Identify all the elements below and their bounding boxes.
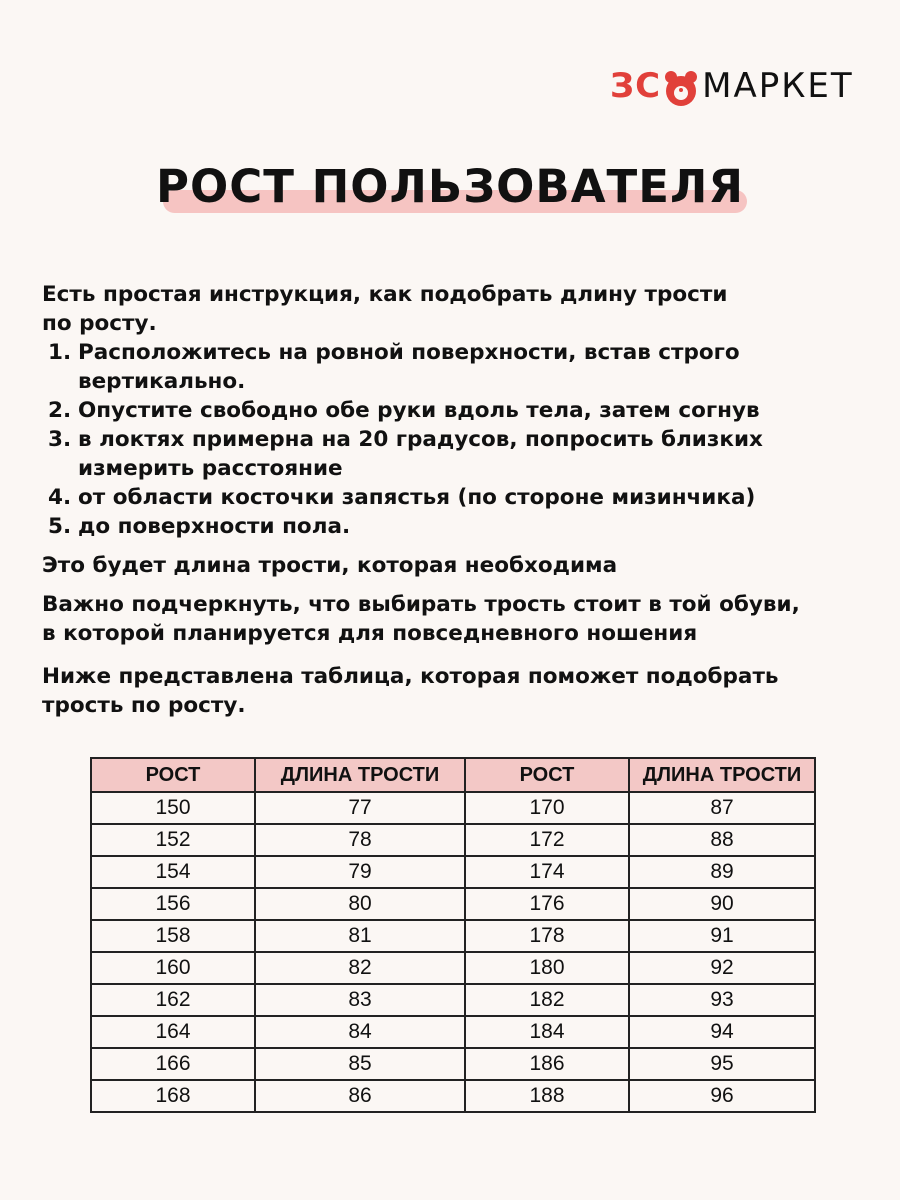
table-cell: 85	[255, 1048, 465, 1080]
table-cell: 158	[91, 920, 255, 952]
table-cell: 184	[465, 1016, 629, 1048]
step-line: от области косточки запястья (по стороне мизинчика)	[78, 485, 756, 510]
header-cane-length: ДЛИНА ТРОСТИ	[629, 758, 815, 792]
table-cell: 152	[91, 824, 255, 856]
table-cell: 188	[465, 1080, 629, 1112]
step-line: Расположитесь на ровной поверхности, встав строго	[78, 340, 740, 365]
table-cell: 79	[255, 856, 465, 888]
table-cell: 93	[629, 984, 815, 1016]
table-body	[91, 792, 815, 1112]
table-cell: 90	[629, 888, 815, 920]
table-row	[91, 1080, 815, 1112]
step-item	[48, 483, 872, 512]
step-line: в локтях примерна на 20 градусов, попросить близких	[78, 427, 763, 452]
header-cane-length: ДЛИНА ТРОСТИ	[255, 758, 465, 792]
intro-line: Есть простая инструкция, как подобрать длину трости	[42, 282, 728, 307]
step-line: измерить расстояние	[78, 456, 343, 481]
table-cell: 88	[629, 824, 815, 856]
table-row	[91, 1016, 815, 1048]
table-cell: 81	[255, 920, 465, 952]
header-height: РОСТ	[91, 758, 255, 792]
table-cell: 186	[465, 1048, 629, 1080]
table-cell: 180	[465, 952, 629, 984]
instructions	[42, 280, 872, 720]
table-cell: 89	[629, 856, 815, 888]
cane-size-table	[90, 757, 816, 1113]
table-cell: 87	[629, 792, 815, 824]
below-line: Ниже представлена таблица, которая поможет подобрать	[42, 664, 779, 689]
table-cell: 178	[465, 920, 629, 952]
below-line: трость по росту.	[42, 693, 246, 718]
important-line: в которой планируется для повседневного ношения	[42, 621, 698, 646]
step-number: 1.	[48, 340, 72, 365]
table-row	[91, 1048, 815, 1080]
table-row	[91, 984, 815, 1016]
step-line: вертикально.	[78, 369, 246, 394]
step-line: до поверхности пола.	[78, 514, 351, 539]
table-cell: 80	[255, 888, 465, 920]
table-cell: 77	[255, 792, 465, 824]
step-number: 4.	[48, 485, 72, 510]
header-height: РОСТ	[465, 758, 629, 792]
table-cell: 94	[629, 1016, 815, 1048]
table-cell: 182	[465, 984, 629, 1016]
table-row	[91, 856, 815, 888]
table-row	[91, 888, 815, 920]
table-cell: 162	[91, 984, 255, 1016]
table-row	[91, 920, 815, 952]
table-cell: 170	[465, 792, 629, 824]
table-header-row	[91, 758, 815, 792]
logo-brand-text: ЗС	[610, 66, 662, 106]
table-cell: 172	[465, 824, 629, 856]
table-cell: 168	[91, 1080, 255, 1112]
table-cell: 91	[629, 920, 815, 952]
table-cell: 84	[255, 1016, 465, 1048]
table-cell: 160	[91, 952, 255, 984]
step-number: 3.	[48, 427, 72, 452]
result-text: Это будет длина трости, которая необходима	[42, 553, 618, 578]
step-item	[48, 512, 872, 541]
table-cell: 174	[465, 856, 629, 888]
page-title-block	[0, 160, 900, 220]
table-cell: 78	[255, 824, 465, 856]
step-number: 2.	[48, 398, 72, 423]
brand-logo	[610, 66, 854, 106]
steps-list	[42, 338, 872, 541]
table-row	[91, 792, 815, 824]
table-cell: 82	[255, 952, 465, 984]
table-cell: 96	[629, 1080, 815, 1112]
table-cell: 154	[91, 856, 255, 888]
step-item	[48, 425, 872, 483]
step-item	[48, 338, 872, 396]
table-cell: 150	[91, 792, 255, 824]
page-title: РОСТ ПОЛЬЗОВАТЕЛЯ	[155, 160, 745, 213]
table-row	[91, 824, 815, 856]
table-cell: 86	[255, 1080, 465, 1112]
intro-line: по росту.	[42, 311, 157, 336]
important-line: Важно подчеркнуть, что выбирать трость стоит в той обуви,	[42, 592, 800, 617]
table-cell: 83	[255, 984, 465, 1016]
bear-face-icon	[662, 67, 700, 107]
table-row	[91, 952, 815, 984]
table-cell: 176	[465, 888, 629, 920]
table-cell: 166	[91, 1048, 255, 1080]
step-item	[48, 396, 872, 425]
table-cell: 156	[91, 888, 255, 920]
table-cell: 95	[629, 1048, 815, 1080]
logo-market-text: МАРКЕТ	[702, 66, 854, 106]
step-number: 5.	[48, 514, 72, 539]
table-cell: 164	[91, 1016, 255, 1048]
table-cell: 92	[629, 952, 815, 984]
step-line: Опустите свободно обе руки вдоль тела, затем согнув	[78, 398, 760, 423]
